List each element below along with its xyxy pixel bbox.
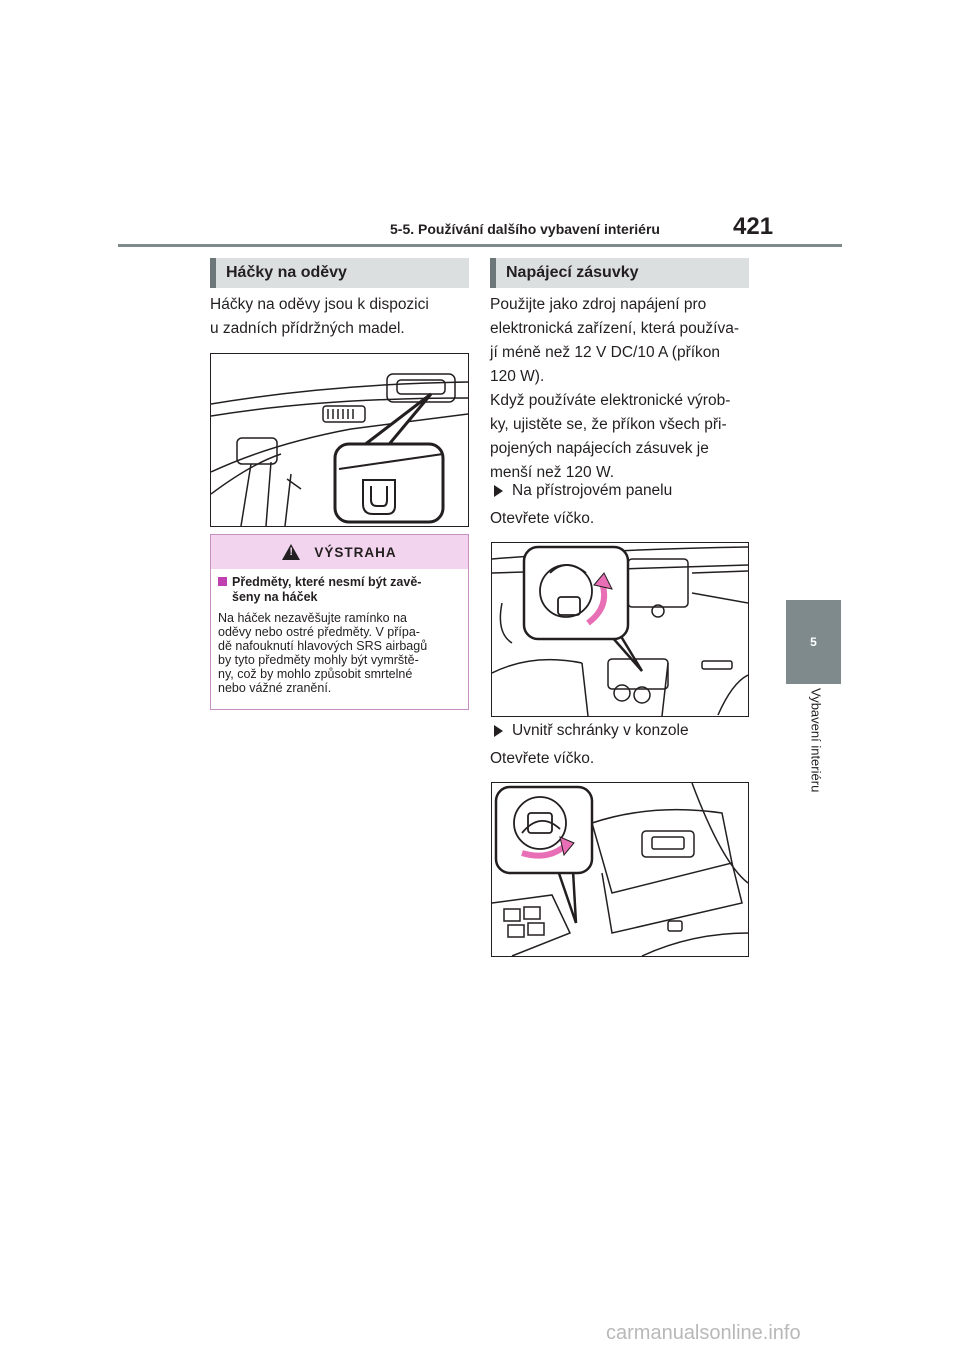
instrument-panel-drawing: [492, 543, 748, 716]
paragraph-line: jí méně než 12 V DC/10 A (příkon: [490, 344, 721, 361]
bullet-text: Uvnitř schránky v konzole: [512, 722, 689, 739]
warning-text: [218, 611, 460, 695]
clothes-hooks-heading: Háčky na oděvy: [210, 258, 469, 288]
clothes-hook-illustration: [210, 353, 469, 527]
chapter-label: Vybavení interiéru: [808, 688, 824, 793]
chapter-number: 5: [810, 635, 817, 649]
square-bullet-icon: [218, 577, 227, 586]
section-title: 5-5. Používání dalšího vybavení interiéru: [390, 221, 660, 237]
header-divider: [118, 244, 842, 247]
warning-subtitle: [218, 575, 460, 605]
warning-line: by tyto předměty mohly být vymrště-: [218, 653, 419, 667]
warning-header: [211, 535, 468, 569]
power-outlets-paragraph-2: [490, 389, 760, 485]
page-number: 421: [733, 213, 774, 240]
paragraph-line: u zadních přídržných madel.: [210, 320, 405, 337]
step-open-lid-2: Otevřete víčko.: [490, 750, 595, 767]
paragraph-line: ky, ujistěte se, že příkon všech při-: [490, 416, 727, 433]
paragraph-line: 120 W).: [490, 368, 545, 385]
bullet-instrument-panel: [494, 479, 672, 503]
watermark: carmanualsonline.info: [606, 1322, 801, 1344]
console-box-outlet-illustration: [491, 782, 749, 957]
warning-line: ny, což by mohlo způsobit smrtelné: [218, 667, 413, 681]
console-box-drawing: [492, 783, 748, 956]
paragraph-line: Použijte jako zdroj napájení pro: [490, 296, 707, 313]
warning-line: nebo vážné zranění.: [218, 681, 332, 695]
warning-line: Na háček nezavěšujte ramínko na: [218, 611, 407, 625]
warning-subtitle-line: Předměty, které nesmí být zavě-: [232, 575, 422, 589]
warning-title: VÝSTRAHA: [314, 544, 397, 560]
chapter-tab: [786, 600, 841, 684]
arrow-bullet-icon: [494, 485, 503, 497]
arrow-bullet-icon: [494, 725, 503, 737]
warning-box: [210, 534, 469, 710]
step-open-lid-1: Otevřete víčko.: [490, 510, 595, 527]
paragraph-line: Když používáte elektronické výrob-: [490, 392, 731, 409]
power-outlets-paragraph-1: [490, 293, 760, 389]
paragraph-line: menší než 120 W.: [490, 464, 615, 481]
bullet-text: Na přístrojovém panelu: [512, 482, 673, 499]
paragraph-line: Háčky na oděvy jsou k dispozici: [210, 296, 429, 313]
warning-subtitle-line: šeny na háček: [232, 590, 318, 604]
warning-triangle-icon: [282, 544, 300, 560]
hook-drawing: [211, 354, 468, 526]
power-outlets-heading: Napájecí zásuvky: [490, 258, 749, 288]
bullet-console-box: [494, 719, 689, 743]
clothes-hooks-paragraph: [210, 293, 469, 341]
warning-line: oděvy nebo ostré předměty. V přípa-: [218, 625, 420, 639]
instrument-panel-outlet-illustration: [491, 542, 749, 717]
paragraph-line: elektronická zařízení, která používa-: [490, 320, 739, 337]
paragraph-line: pojených napájecích zásuvek je: [490, 440, 709, 457]
warning-line: dě nafouknutí hlavových SRS airbagů: [218, 639, 428, 653]
